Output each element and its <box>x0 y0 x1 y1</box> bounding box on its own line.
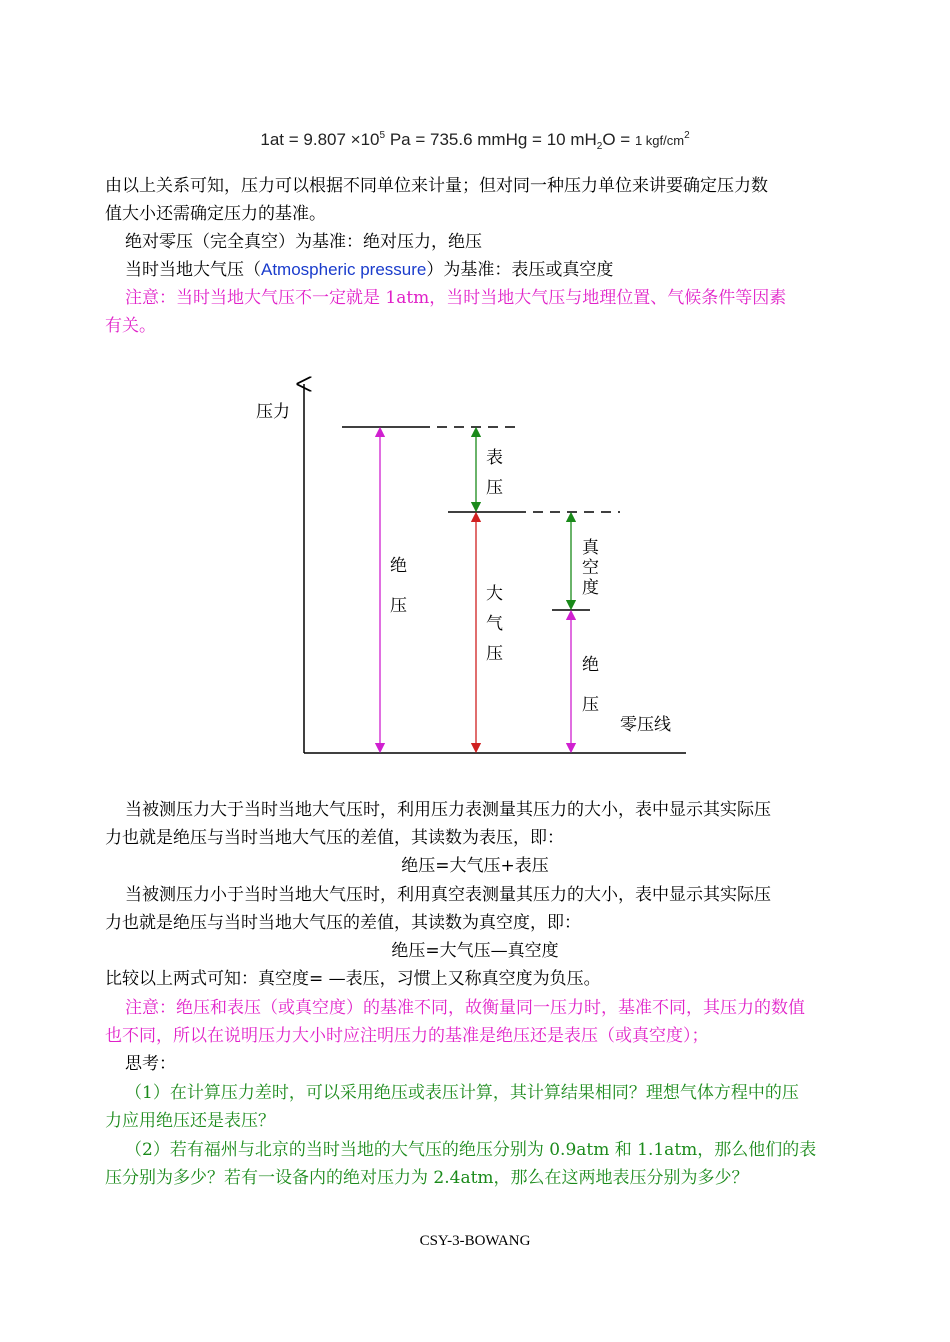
question-2-line-2: 压分别为多少？若有一设备内的绝对压力为 2.4atm，那么在这两地表压分别为多少？ <box>105 1168 749 1188</box>
question-1-line-2: 力应用绝压还是表压？ <box>105 1111 275 1131</box>
equation-gauge: 绝压=大气压+表压 <box>401 856 549 876</box>
vacuum-label-2: 空 <box>582 558 599 578</box>
think-heading: 思考： <box>125 1054 176 1074</box>
question-1-line-1: （1）在计算压力差时，可以采用绝压或表压计算，其计算结果相同？理想气体方程中的压 <box>125 1083 799 1103</box>
paragraph-unit-basis-1: 由以上关系可知，压力可以根据不同单位来计量；但对同一种压力单位来讲要确定压力数 <box>105 176 768 196</box>
paragraph-gauge-1: 当被测压力大于当时当地大气压时，利用压力表测量其压力的大小，表中显示其实际压 <box>125 800 771 820</box>
paragraph-vacuum-2: 力也就是绝压与当时当地大气压的差值，其读数为真空度，即： <box>105 913 581 933</box>
note-basis-2: 也不同，所以在说明压力大小时应注明压力的基准是绝压还是表压（或真空度）； <box>105 1026 709 1046</box>
y-axis-label: 压力 <box>256 402 290 422</box>
gauge-label-2: 压 <box>486 478 503 498</box>
paragraph-gauge-2: 力也就是绝压与当时当地大气压的差值，其读数为表压，即： <box>105 828 564 848</box>
absolute-basis-line: 绝对零压（完全真空）为基准：绝对压力，绝压 <box>125 232 482 252</box>
absolute-label-right-2: 压 <box>582 695 599 715</box>
absolute-label-right-1: 绝 <box>582 655 599 675</box>
atmospheric-label-2: 气 <box>486 614 503 634</box>
vacuum-label-3: 度 <box>582 578 599 598</box>
paragraph-unit-basis-2: 值大小还需确定压力的基准。 <box>105 204 326 224</box>
note-atmosphere-2: 有关。 <box>105 316 156 336</box>
local-basis-line: 当时当地大气压（Atmospheric pressure）为基准：表压或真空度 <box>125 260 614 280</box>
absolute-label-left-2: 压 <box>390 596 407 616</box>
page-footer: CSY-3-BOWANG <box>419 1233 531 1249</box>
absolute-label-left-1: 绝 <box>390 556 407 576</box>
atmospheric-label-3: 压 <box>486 644 503 664</box>
atmospheric-label-1: 大 <box>486 584 503 604</box>
atmospheric-pressure-term: Atmospheric pressure <box>261 260 427 279</box>
equation-vacuum: 绝压=大气压—真空度 <box>391 941 559 961</box>
pressure-basis-diagram <box>0 370 950 770</box>
question-2-line-1: （2）若有福州与北京的当时当地的大气压的绝压分别为 0.9atm 和 1.1atm，那么他们的表 <box>125 1140 817 1160</box>
paragraph-vacuum-1: 当被测压力小于当时当地大气压时，利用真空表测量其压力的大小，表中显示其实际压 <box>125 885 771 905</box>
vacuum-label-1: 真 <box>582 538 599 558</box>
unit-conversion-formula: $1at = 9.807 \times 10^5$ Pa = 735.6 mmHg = 10 $mH_2O = 1$ kgf/$cm^2$ <box>260 130 690 152</box>
note-basis-1: 注意：绝压和表压（或真空度）的基准不同，故衡量同一压力时，基准不同，其压力的数值 <box>125 998 805 1018</box>
comparison-line: 比较以上两式可知：真空度= —表压，习惯上又称真空度为负压。 <box>105 969 601 989</box>
gauge-label-1: 表 <box>486 448 503 468</box>
zero-line-label: 零压线 <box>620 715 671 735</box>
note-atmosphere-1: 注意：当时当地大气压不一定就是 1atm，当时当地大气压与地理位置、气候条件等因素 <box>125 288 787 308</box>
